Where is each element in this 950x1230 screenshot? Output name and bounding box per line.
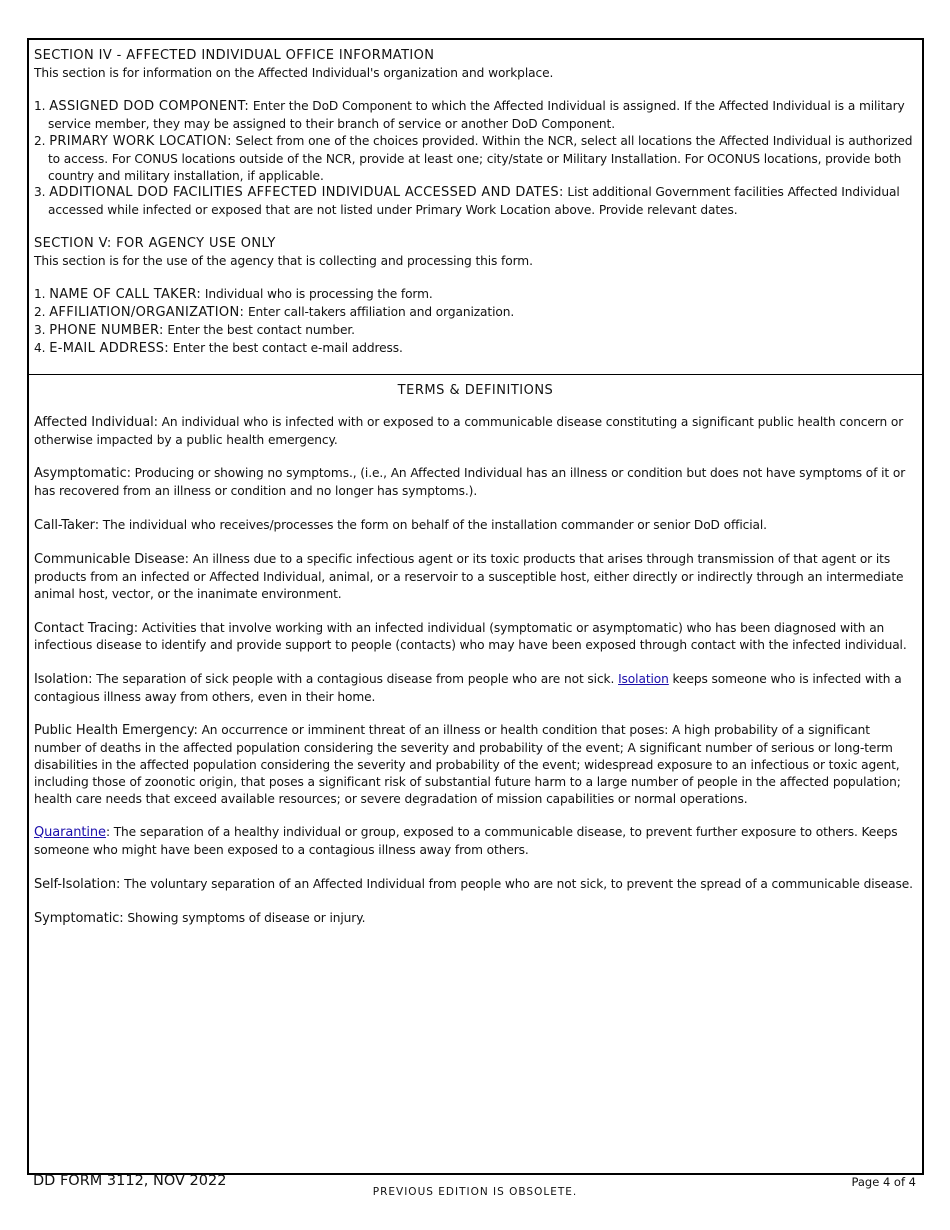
definition-public-health-emergency: Public Health Emergency: An occurrence or imminent threat of an illness or health condition that poses: A high probability of a significant number of deaths in the affected population considering the severity and probability of the event; A significant number of serious or long-term disabilities in the affected population considering the severity and probability of the event; widespread exposure to an infectious or toxic agent, including those of zoonotic origin, that poses a significant risk of substantial future harm to a large number of people in the affected population; health care needs that exceed available resources; or severe degradation of mission capabilities or normal operations. (34, 723, 901, 806)
quarantine-link[interactable]: Quarantine (34, 825, 106, 841)
item-label: PRIMARY WORK LOCATION: (49, 133, 232, 149)
list-item: 2. PRIMARY WORK LOCATION: Select from one of the choices provided. Within the NCR, select all locations the Affected Individual is authorized to access. For CONUS locations outside of the NCR, provide at least one; city/state or Military Installation. For OCONUS locations, provide both country and military installation, if applicable. (34, 133, 913, 183)
definition-call-taker: Call-Taker: The individual who receives/processes the form on behalf of the installation commander or senior DoD official. (34, 517, 767, 533)
definition-contact-tracing: Contact Tracing: Activities that involve working with an infected individual (symptomatic or asymptomatic) who has been diagnosed with an infectious disease to identify and provide support to people (contacts) who may have been exposed through contact with the infected individual. (34, 620, 907, 653)
form-number: DD FORM 3112, NOV 2022 (33, 1173, 227, 1189)
section-v-heading: SECTION V: FOR AGENCY USE ONLY (34, 235, 276, 251)
terms-title: TERMS & DEFINITIONS (397, 383, 554, 398)
definition-self-isolation: Self-Isolation: The voluntary separation of an Affected Individual from people who are not sick, to prevent the spread of a communicable disease. (34, 876, 913, 892)
section-v-list (34, 286, 922, 357)
terms-section (29, 375, 922, 1173)
list-item: 2. AFFILIATION/ORGANIZATION: Enter call-takers affiliation and organization. (34, 304, 515, 320)
section-iv-heading: SECTION IV - AFFECTED INDIVIDUAL OFFICE INFORMATION (34, 48, 435, 63)
list-item: 3. PHONE NUMBER: Enter the best contact number. (34, 322, 355, 338)
form-frame (27, 38, 924, 1175)
list-item: 1. NAME OF CALL TAKER: Individual who is processing the form. (34, 287, 433, 303)
definition-affected-individual: Affected Individual: An individual who is infected with or exposed to a communicable disease constituting a significant public health concern or otherwise impacted by a public health emergency. (34, 415, 904, 447)
item-label: E-MAIL ADDRESS: (49, 340, 169, 356)
definition-communicable-disease: Communicable Disease: An illness due to a specific infectious agent or its toxic products that arises through transmission of that agent or its products from an infected or Affected Individual, animal, or a reservoir to a susceptible host, either directly or indirectly through an intermediate animal host, vector, or the inanimate environment. (34, 552, 904, 601)
page-number: Page 4 of 4 (851, 1175, 916, 1189)
definition-isolation: Isolation: The separation of sick people with a contagious disease from people who are not sick. Isolation keeps someone who is infected with a contagious illness away from others, even in their home. (34, 671, 902, 704)
item-label: ASSIGNED DOD COMPONENT: (49, 99, 250, 115)
definition-asymptomatic: Asymptomatic: Producing or showing no symptoms., (i.e., An Affected Individual has an illness or condition but does not have symptoms of it or has recovered from an illness or condition and no longer has symptoms.). (34, 466, 906, 499)
definition-symptomatic: Symptomatic: Showing symptoms of disease or injury. (34, 911, 366, 927)
item-label: NAME OF CALL TAKER: (49, 287, 202, 303)
list-item: 1. ASSIGNED DOD COMPONENT: Enter the DoD Component to which the Affected Individual is assigned. If the Affected Individual is a military service member, they may be assigned to their branch of service or another DoD Component. (34, 99, 905, 132)
definition-quarantine: Quarantine: The separation of a healthy individual or group, exposed to a communicable disease, to prevent further exposure to others. Keeps someone who might have been exposed to a contagious illness away from others. (34, 825, 898, 857)
item-label: PHONE NUMBER: (49, 322, 164, 338)
list-item: 4. E-MAIL ADDRESS: Enter the best contact e-mail address. (34, 340, 403, 356)
item-label: AFFILIATION/ORGANIZATION: (49, 304, 245, 320)
obsolete-notice: PREVIOUS EDITION IS OBSOLETE. (372, 1186, 578, 1198)
list-item: 3. ADDITIONAL DOD FACILITIES AFFECTED INDIVIDUAL ACCESSED AND DATES: List additional Government facilities Affected Individual accessed while infected or exposed that are not listed under Primary Work Location above. Provide relevant dates. (34, 185, 900, 218)
section-iv-list (34, 98, 922, 219)
item-label: ADDITIONAL DOD FACILITIES AFFECTED INDIVIDUAL ACCESSED AND DATES: (49, 185, 564, 201)
instructions-section (29, 40, 922, 375)
section-iv-intro: This section is for information on the Affected Individual's organization and workplace. (34, 65, 554, 80)
isolation-link[interactable]: Isolation (618, 671, 669, 686)
section-v-intro: This section is for the use of the agency that is collecting and processing this form. (34, 253, 533, 268)
